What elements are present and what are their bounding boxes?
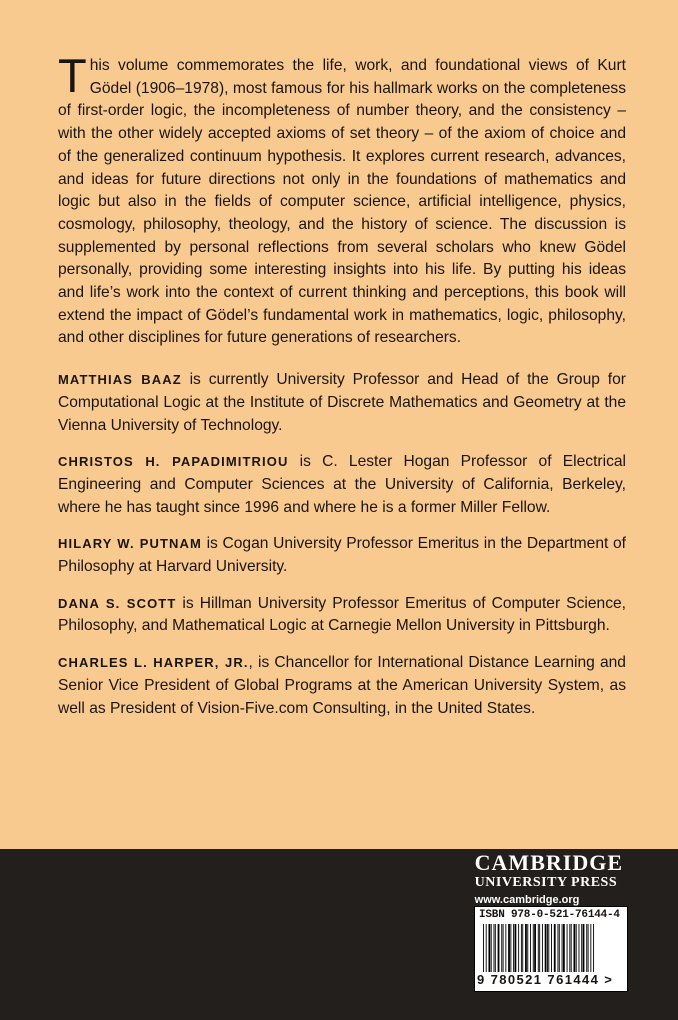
- bio-scott: [58, 593, 626, 638]
- intro-paragraph: [58, 49, 626, 350]
- bio-name: CHRISTOS H. PAPADIMITRIOU: [58, 454, 289, 470]
- bio-name: DANA S. SCOTT: [58, 595, 177, 611]
- publisher-subtitle: UNIVERSITY PRESS: [474, 875, 618, 890]
- bio-text: is C. Lester Hogan Professor of Electrical Engineering and Computer Sciences at the University of California, Berkeley, where he has taught since 1996 and where he is a former Miller Fellow.: [58, 453, 626, 516]
- back-cover-text: [58, 49, 627, 734]
- isbn-label: ISBN 978-0-521-76144-4: [479, 909, 620, 921]
- barcode-box: [474, 906, 628, 992]
- bio-putnam: [58, 533, 626, 578]
- publisher-logo: [475, 851, 623, 909]
- bio-harper: [58, 652, 626, 720]
- bio-text: is currently University Professor and Head of the Group for Computational Logic at the Institute of Discrete Mathematics and Geometry at the Vienna University of Technology.: [58, 371, 626, 434]
- drop-cap: T: [58, 49, 87, 102]
- bio-name: MATTHIAS BAAZ: [58, 372, 182, 388]
- publisher-name: CAMBRIDGE: [474, 850, 623, 875]
- barcode-digits: 9 780521 761444 >: [477, 972, 614, 987]
- bio-baaz: [58, 369, 626, 437]
- barcode-bars: [483, 924, 621, 972]
- publisher-url: www.cambridge.org: [474, 894, 580, 906]
- bio-name: HILARY W. PUTNAM: [58, 536, 202, 552]
- intro-text: his volume commemorates the life, work, and foundational views of Kurt Gödel (1906–1978), most famous for his hallmark works on the completeness of first-order logic, the incompleteness of number theory, and the consistency – with the other widely accepted axioms of set theory – of the axiom of choice and of the generalized continuum hypothesis. It explores current research, advances, and ideas for future directions not only in the foundations of mathematics and logic but also in the fields of computer science, artificial intelligence, physics, cosmology, philosophy, theology, and the history of science. The discussion is supplemented by personal reflections from several scholars who knew Gödel personally, providing some interesting insights into his life. By putting his ideas and life’s work into the context of current thinking and perceptions, this book will extend the impact of Gödel’s fundamental work in mathematics, logic, philosophy, and other disciplines for future generations of researchers.: [58, 57, 626, 347]
- bio-name: CHARLES L. HARPER, JR.: [58, 655, 249, 671]
- bio-papadimitriou: [58, 451, 626, 519]
- bio-text: is Cogan University Professor Emeritus in the Department of Philosophy at Harvard University.: [58, 535, 627, 576]
- bio-text: , is Chancellor for International Distance Learning and Senior Vice President of Global Programs at the American University System, as well as President of Vision-Five.com Consulting, in the United States.: [58, 654, 626, 717]
- bio-text: is Hillman University Professor Emeritus of Computer Science, Philosophy, and Mathematical Logic at Carnegie Mellon University in Pittsburgh.: [58, 594, 626, 635]
